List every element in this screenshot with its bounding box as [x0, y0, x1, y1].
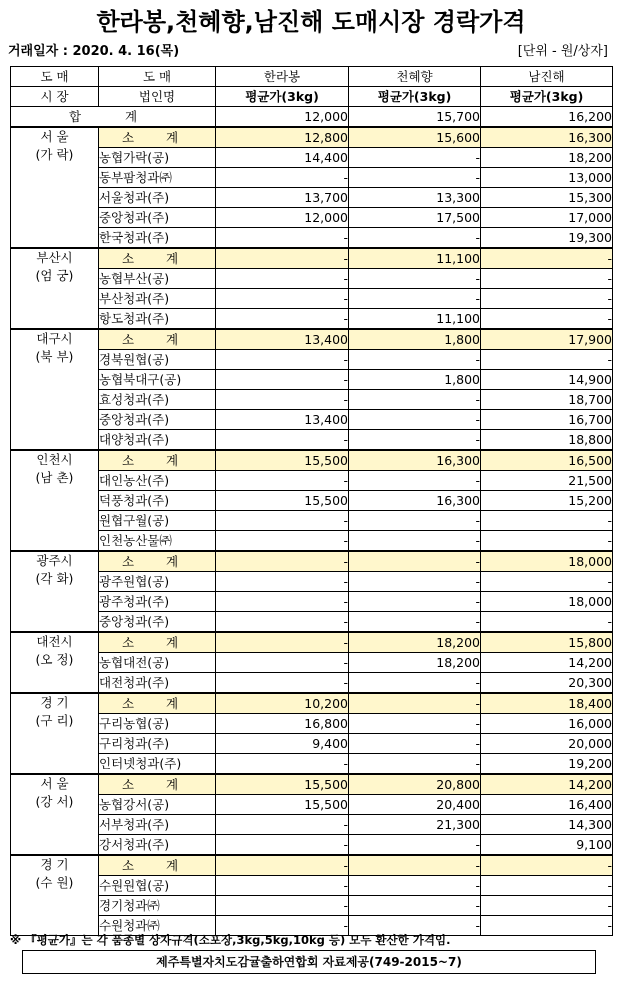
price-cell: -	[216, 653, 349, 673]
table-row	[11, 309, 613, 330]
table-row	[11, 390, 613, 410]
price-cell: -	[349, 693, 481, 714]
price-cell: -	[349, 734, 481, 754]
price-cell: 1,800	[349, 370, 481, 390]
subtotal-row	[11, 855, 613, 876]
price-cell: -	[349, 612, 481, 633]
price-cell: 21,300	[349, 815, 481, 835]
header-market-2: 시 장	[11, 87, 99, 107]
subtotal-label: 소 계	[99, 450, 216, 471]
subtotal-label: 소 계	[99, 693, 216, 714]
market-name	[11, 450, 99, 551]
total-row	[11, 107, 613, 128]
price-cell: 20,800	[349, 774, 481, 795]
unit-label: [단위 - 원/상자]	[517, 44, 608, 59]
corp-name: 경북원협(공)	[99, 350, 216, 370]
price-cell: -	[349, 168, 481, 188]
price-cell: 19,300	[481, 228, 613, 249]
corp-name: 중앙청과(주)	[99, 208, 216, 228]
price-cell: 16,800	[216, 714, 349, 734]
price-cell: -	[216, 471, 349, 491]
market-name	[11, 855, 99, 936]
price-cell: 16,300	[481, 127, 613, 148]
price-cell: 17,900	[481, 329, 613, 350]
price-cell: 19,200	[481, 754, 613, 775]
market-district: (구 리)	[35, 713, 74, 728]
market-city: 서 울	[40, 129, 69, 144]
corp-name: 구리청과(주)	[99, 734, 216, 754]
header-corp-1: 도 매	[99, 67, 216, 87]
price-cell: 15,500	[216, 491, 349, 511]
market-name	[11, 127, 99, 248]
table-body	[11, 107, 613, 936]
market-name	[11, 693, 99, 774]
market-city: 경 기	[40, 695, 69, 710]
price-cell: -	[216, 248, 349, 269]
table-row	[11, 269, 613, 289]
price-cell: -	[349, 148, 481, 168]
price-cell: 9,400	[216, 734, 349, 754]
header-avg-price: 평균가(3kg)	[216, 87, 349, 107]
subtotal-row	[11, 632, 613, 653]
subtotal-label: 소 계	[99, 329, 216, 350]
page-title: 한라봉,천혜향,남진해 도매시장 경락가격	[96, 8, 526, 36]
price-cell: -	[481, 612, 613, 633]
price-cell: 15,500	[216, 450, 349, 471]
corp-name: 서울청과(주)	[99, 188, 216, 208]
market-city: 대구시	[36, 331, 73, 346]
price-cell: 18,400	[481, 693, 613, 714]
market-name	[11, 329, 99, 450]
table-row	[11, 815, 613, 835]
subtotal-row	[11, 693, 613, 714]
price-cell: -	[216, 855, 349, 876]
price-cell: 18,000	[481, 592, 613, 612]
header-avg-price: 평균가(3kg)	[349, 87, 481, 107]
corp-name: 인터넷청과(주)	[99, 754, 216, 775]
price-cell: -	[216, 754, 349, 775]
price-cell: 15,500	[216, 774, 349, 795]
market-name	[11, 632, 99, 693]
price-cell: -	[349, 269, 481, 289]
price-cell: -	[349, 350, 481, 370]
subtotal-row	[11, 127, 613, 148]
price-cell: -	[349, 835, 481, 856]
market-name	[11, 774, 99, 855]
header-avg-price: 평균가(3kg)	[481, 87, 613, 107]
price-cell: -	[216, 269, 349, 289]
table-row	[11, 228, 613, 249]
price-cell: 13,400	[216, 410, 349, 430]
price-cell: 15,600	[349, 127, 481, 148]
price-cell: -	[216, 309, 349, 330]
table-row	[11, 754, 613, 775]
corp-name: 대양청과(주)	[99, 430, 216, 451]
price-cell: -	[216, 835, 349, 856]
table-row	[11, 572, 613, 592]
price-cell: -	[349, 430, 481, 451]
price-cell: -	[216, 916, 349, 936]
market-city: 서 울	[40, 776, 69, 791]
price-cell: -	[216, 572, 349, 592]
price-cell: 14,200	[481, 774, 613, 795]
corp-name: 수원청과㈜	[99, 916, 216, 936]
header-market-1: 도 매	[11, 67, 99, 87]
corp-name: 중앙청과(주)	[99, 612, 216, 633]
price-table	[10, 66, 613, 936]
price-cell: -	[481, 289, 613, 309]
table-row	[11, 208, 613, 228]
price-cell: -	[349, 592, 481, 612]
price-cell: -	[481, 248, 613, 269]
price-cell: -	[481, 531, 613, 552]
subtotal-row	[11, 551, 613, 572]
corp-name: 대인농산(주)	[99, 471, 216, 491]
subtotal-label: 소 계	[99, 855, 216, 876]
price-cell: 18,000	[481, 551, 613, 572]
price-cell: -	[349, 896, 481, 916]
price-cell: -	[216, 168, 349, 188]
subtotal-row	[11, 329, 613, 350]
market-city: 경 기	[40, 857, 69, 872]
price-cell: 12,800	[216, 127, 349, 148]
price-cell: 14,300	[481, 815, 613, 835]
table-row	[11, 430, 613, 451]
corp-name: 한국청과(주)	[99, 228, 216, 249]
table-row	[11, 511, 613, 531]
price-cell: -	[349, 876, 481, 896]
price-cell: -	[349, 531, 481, 552]
price-cell: 20,000	[481, 734, 613, 754]
price-cell: -	[216, 350, 349, 370]
corp-name: 농협가락(공)	[99, 148, 216, 168]
price-cell: 16,000	[481, 714, 613, 734]
price-cell: 18,200	[481, 148, 613, 168]
price-cell: -	[216, 815, 349, 835]
price-cell: -	[349, 390, 481, 410]
corp-name: 대전청과(주)	[99, 673, 216, 694]
price-cell: -	[216, 370, 349, 390]
corp-name: 항도청과(주)	[99, 309, 216, 330]
market-district: (각 화)	[35, 571, 74, 586]
price-cell: -	[349, 228, 481, 249]
market-district: (강 서)	[35, 794, 74, 809]
table-row	[11, 653, 613, 673]
price-cell: 1,800	[349, 329, 481, 350]
trade-date: 거래일자 : 2020. 4. 16(목)	[8, 44, 180, 59]
price-cell: 14,900	[481, 370, 613, 390]
table-row	[11, 714, 613, 734]
market-city: 부산시	[36, 250, 73, 265]
corp-name: 농협강서(공)	[99, 795, 216, 815]
footnote: ※ 『평균가』는 각 품종별 상자규격(소포장,3kg,5kg,10kg 등) 모두 환산한 가격임.	[10, 933, 451, 947]
table-row	[11, 148, 613, 168]
price-cell: -	[481, 572, 613, 592]
price-cell: -	[349, 714, 481, 734]
subtotal-label: 소 계	[99, 774, 216, 795]
price-cell: 15,200	[481, 491, 613, 511]
price-cell: -	[349, 916, 481, 936]
price-cell: -	[349, 551, 481, 572]
table-row	[11, 835, 613, 856]
corp-name: 수원원협(공)	[99, 876, 216, 896]
price-cell: 14,400	[216, 148, 349, 168]
price-cell: -	[216, 289, 349, 309]
price-cell: -	[481, 350, 613, 370]
table-row	[11, 531, 613, 552]
table-row	[11, 896, 613, 916]
table-row	[11, 491, 613, 511]
table-row	[11, 734, 613, 754]
corp-name: 광주원협(공)	[99, 572, 216, 592]
price-cell: 13,700	[216, 188, 349, 208]
corp-name: 농협북대구(공)	[99, 370, 216, 390]
market-district: (가 락)	[35, 147, 74, 162]
market-city: 광주시	[36, 553, 73, 568]
market-name	[11, 248, 99, 329]
price-cell: 20,400	[349, 795, 481, 815]
subtotal-label: 소 계	[99, 551, 216, 572]
price-cell: 16,300	[349, 450, 481, 471]
price-cell: -	[216, 896, 349, 916]
table-row	[11, 876, 613, 896]
header-corp-2: 법인명	[99, 87, 216, 107]
subtotal-label: 소 계	[99, 127, 216, 148]
price-cell: -	[216, 673, 349, 694]
price-cell: 15,500	[216, 795, 349, 815]
price-cell: -	[216, 612, 349, 633]
corp-name: 구리농협(공)	[99, 714, 216, 734]
corp-name: 효성청과(주)	[99, 390, 216, 410]
corp-name: 농협부산(공)	[99, 269, 216, 289]
price-cell: 18,200	[349, 632, 481, 653]
corp-name: 덕풍청과(주)	[99, 491, 216, 511]
price-cell: -	[349, 410, 481, 430]
source-credit: 제주특별자치도감귤출하연합회 자료제공(749-2015~7)	[22, 950, 596, 974]
total-value: 15,700	[349, 107, 481, 128]
table-row	[11, 592, 613, 612]
price-cell: 17,000	[481, 208, 613, 228]
table-row	[11, 370, 613, 390]
price-cell: 20,300	[481, 673, 613, 694]
market-district: (수 원)	[35, 875, 74, 890]
market-district: (오 정)	[35, 652, 74, 667]
table-row	[11, 350, 613, 370]
price-cell: 14,200	[481, 653, 613, 673]
total-value: 16,200	[481, 107, 613, 128]
total-value: 12,000	[216, 107, 349, 128]
price-cell: 21,500	[481, 471, 613, 491]
price-cell: -	[216, 430, 349, 451]
price-cell: 16,700	[481, 410, 613, 430]
subtotal-row	[11, 248, 613, 269]
price-cell: -	[481, 269, 613, 289]
table-row	[11, 410, 613, 430]
corp-name: 원협구월(공)	[99, 511, 216, 531]
price-cell: 15,800	[481, 632, 613, 653]
corp-name: 동부팜청과㈜	[99, 168, 216, 188]
subtotal-label: 소 계	[99, 248, 216, 269]
price-cell: -	[349, 673, 481, 694]
price-cell: -	[216, 551, 349, 572]
price-cell: 16,300	[349, 491, 481, 511]
corp-name: 농협대전(공)	[99, 653, 216, 673]
market-city: 대전시	[36, 634, 73, 649]
price-cell: -	[349, 471, 481, 491]
table-row	[11, 471, 613, 491]
price-cell: -	[216, 632, 349, 653]
price-cell: 18,800	[481, 430, 613, 451]
subtotal-row	[11, 450, 613, 471]
price-cell: -	[481, 309, 613, 330]
price-cell: -	[216, 531, 349, 552]
price-cell: -	[216, 390, 349, 410]
price-cell: -	[216, 876, 349, 896]
total-label: 합 계	[11, 107, 216, 128]
corp-name: 강서청과(주)	[99, 835, 216, 856]
corp-name: 인천농산물㈜	[99, 531, 216, 552]
price-cell: -	[349, 511, 481, 531]
price-cell: 11,100	[349, 248, 481, 269]
price-cell: 9,100	[481, 835, 613, 856]
price-cell: 16,400	[481, 795, 613, 815]
subtotal-row	[11, 774, 613, 795]
corp-name: 서부청과(주)	[99, 815, 216, 835]
price-cell: -	[349, 289, 481, 309]
price-cell: 13,000	[481, 168, 613, 188]
price-cell: 17,500	[349, 208, 481, 228]
price-cell: 18,200	[349, 653, 481, 673]
price-cell: -	[216, 511, 349, 531]
price-cell: 18,700	[481, 390, 613, 410]
price-cell: -	[481, 876, 613, 896]
market-city: 인천시	[36, 452, 73, 467]
market-district: (엄 궁)	[35, 268, 74, 283]
price-cell: 13,300	[349, 188, 481, 208]
table-row	[11, 188, 613, 208]
price-cell: -	[216, 228, 349, 249]
corp-name: 경기청과㈜	[99, 896, 216, 916]
price-cell: 13,400	[216, 329, 349, 350]
price-cell: 15,300	[481, 188, 613, 208]
table-row	[11, 673, 613, 694]
corp-name: 중앙청과(주)	[99, 410, 216, 430]
market-name	[11, 551, 99, 632]
price-cell: -	[349, 855, 481, 876]
header-product-hallabong: 한라봉	[216, 67, 349, 87]
price-cell: 16,500	[481, 450, 613, 471]
header-product-cheonhyehyang: 천혜향	[349, 67, 481, 87]
price-cell: -	[216, 592, 349, 612]
header-product-namjinhae: 남진해	[481, 67, 613, 87]
price-cell: -	[349, 572, 481, 592]
subtotal-label: 소 계	[99, 632, 216, 653]
price-cell: -	[481, 916, 613, 936]
price-cell: 10,200	[216, 693, 349, 714]
price-cell: -	[481, 511, 613, 531]
market-district: (북 부)	[35, 349, 74, 364]
table-row	[11, 612, 613, 633]
table-row	[11, 168, 613, 188]
table-row	[11, 289, 613, 309]
market-district: (남 촌)	[35, 470, 74, 485]
price-cell: 11,100	[349, 309, 481, 330]
table-row	[11, 795, 613, 815]
price-cell: 12,000	[216, 208, 349, 228]
price-cell: -	[349, 754, 481, 775]
price-cell: -	[481, 855, 613, 876]
corp-name: 부산청과(주)	[99, 289, 216, 309]
price-cell: -	[481, 896, 613, 916]
corp-name: 광주청과(주)	[99, 592, 216, 612]
